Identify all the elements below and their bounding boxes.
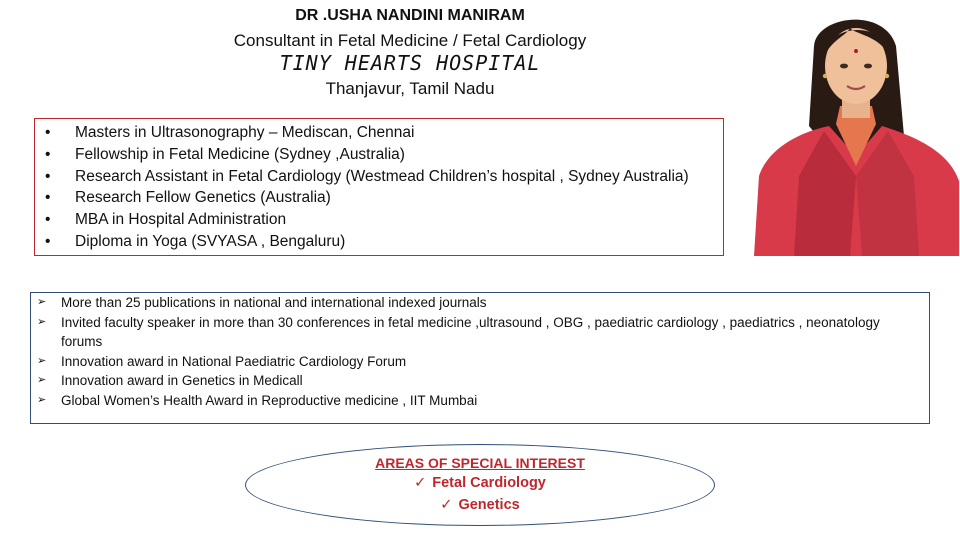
hospital-location: Thanjavur, Tamil Nadu <box>325 79 495 98</box>
bullet-icon: • <box>45 211 51 229</box>
checkmark-icon: ✓ <box>414 475 427 491</box>
bullet-icon: • <box>45 232 51 250</box>
list-item <box>45 122 723 144</box>
hospital-name: TINY HEARTS HOSPITAL <box>279 51 541 75</box>
arrow-bullet-icon: ➢ <box>37 374 47 386</box>
interests-title: AREAS OF SPECIAL INTEREST <box>375 455 585 471</box>
list-item <box>45 166 723 188</box>
qualifications-box <box>34 118 724 256</box>
achievements-list <box>31 293 929 410</box>
list-item <box>37 293 929 313</box>
achievements-box <box>30 292 930 424</box>
list-item <box>45 231 723 253</box>
list-item-text: Research Fellow Genetics (Australia) <box>75 189 331 207</box>
list-item-text: Innovation award in Genetics in Medicall <box>61 373 303 388</box>
list-item-text: Global Women’s Health Award in Reproductive medicine , IIT Mumbai <box>61 392 478 408</box>
list-item <box>37 313 929 352</box>
interest-label: Fetal Cardiology <box>432 475 546 491</box>
bullet-icon: • <box>45 167 51 185</box>
arrow-bullet-icon: ➢ <box>37 296 47 308</box>
list-item <box>37 391 929 411</box>
list-item <box>37 352 929 372</box>
list-item-text: Invited faculty speaker in more than 30 conferences in fetal medicine ,ultrasound , OBG , paediatric cardiology , paediatrics , neonatology forums <box>61 314 880 349</box>
list-item-text: Diploma in Yoga (SVYASA , Bengaluru) <box>75 232 346 250</box>
list-item-text: Fellowship in Fetal Medicine (Sydney ,Australia) <box>75 145 405 163</box>
list-item <box>37 371 929 391</box>
doctor-role: Consultant in Fetal Medicine / Fetal Cardiology <box>233 31 587 50</box>
list-item-text: Research Assistant in Fetal Cardiology (Westmead Children’s hospital , Sydney Australia) <box>75 167 689 185</box>
list-item <box>45 209 723 231</box>
list-item-text: Masters in Ultrasonography – Mediscan, Chennai <box>75 124 415 141</box>
list-item-text: Innovation award in National Paediatric Cardiology Forum <box>61 353 407 369</box>
qualifications-list <box>35 119 723 253</box>
interest-item-genetics <box>245 497 715 513</box>
list-item-text: More than 25 publications in national and international indexed journals <box>61 295 487 310</box>
list-item <box>45 144 723 166</box>
checkmark-icon: ✓ <box>440 497 453 513</box>
bullet-icon: • <box>45 189 51 207</box>
interest-item-fetal-cardiology <box>245 475 715 491</box>
arrow-bullet-icon: ➢ <box>37 354 47 367</box>
arrow-bullet-icon: ➢ <box>37 393 47 406</box>
arrow-bullet-icon: ➢ <box>37 315 47 328</box>
bullet-icon: • <box>45 124 51 141</box>
doctor-name: DR .USHA NANDINI MANIRAM <box>295 7 525 24</box>
list-item <box>45 187 723 209</box>
list-item-text: MBA in Hospital Administration <box>75 211 287 229</box>
interest-label: Genetics <box>458 497 520 513</box>
bullet-icon: • <box>45 145 51 163</box>
doctor-portrait <box>754 6 959 256</box>
